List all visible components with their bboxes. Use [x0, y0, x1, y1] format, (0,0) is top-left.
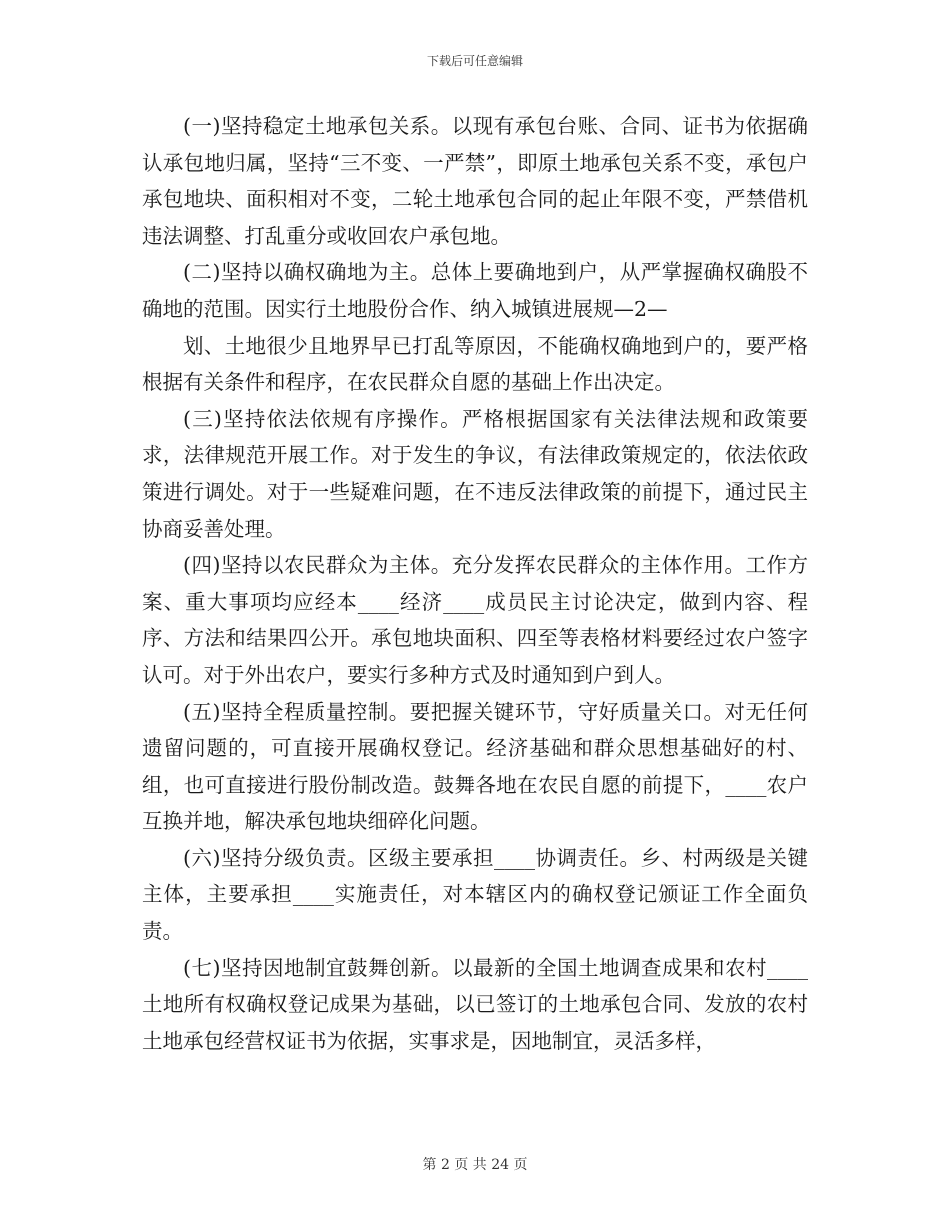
document-body	[142, 108, 808, 1059]
page-header-note: 下载后可任意编辑	[426, 54, 523, 68]
paragraph-6: (五)坚持全程质量控制。要把握关键环节，守好质量关口。对无任何遗留问题的，可直接开展确权登记。经济基础和群众思想基础好的村、组，也可直接进行股份制改造。鼓舞各地在农民自愿的前提下，____农户互换并地，解决承包地块细碎化问题。	[142, 699, 808, 834]
paragraph-4: (三)坚持依法依规有序操作。严格根据国家有关法律法规和政策要求，法律规范开展工作。对于发生的争议，有法律政策规定的，依法依政策进行调处。对于一些疑难问题，在不违反法律政策的前提下，通过民主协商妥善处理。	[142, 406, 808, 541]
paragraph-3: 划、土地很少且地界早已打乱等原因，不能确权确地到户的，要严格根据有关条件和程序，在农民群众自愿的基础上作出决定。	[142, 333, 808, 395]
paragraph-2: (二)坚持以确权确地为主。总体上要确地到户，从严掌握确权确股不确地的范围。因实行土地股份合作、纳入城镇进展规—2—	[142, 260, 808, 321]
page-number: 第 2 页 共 24 页	[422, 1157, 528, 1173]
paragraph-5: (四)坚持以农民群众为主体。充分发挥农民群众的主体作用。工作方案、重大事项均应经本____经济____成员民主讨论决定，做到内容、程序、方法和结果四公开。承包地块面积、四至等表格材料要经过农户签字认可。对于外出农户，要实行多种方式及时通知到户到人。	[142, 553, 808, 687]
paragraph-7: (六)坚持分级负责。区级主要承担____协调责任。乡、村两级是关键主体，主要承担____实施责任，对本辖区内的确权登记颁证工作全面负责。	[142, 845, 808, 944]
paragraph-1: (一)坚持稳定土地承包关系。以现有承包台账、合同、证书为依据确认承包地归属，坚持“三不变、一严禁”，即原土地承包关系不变，承包户承包地块、面积相对不变，二轮土地承包合同的起止年限不变，严禁借机违法调整、打乱重分或收回农户承包地。	[142, 114, 808, 248]
paragraph-8: (七)坚持因地制宜鼓舞创新。以最新的全国土地调查成果和农村____土地所有权确权登记成果为基础，以已签订的土地承包合同、发放的农村土地承包经营权证书为依据，实事求是，因地制宜，灵活多样，	[142, 955, 808, 1053]
